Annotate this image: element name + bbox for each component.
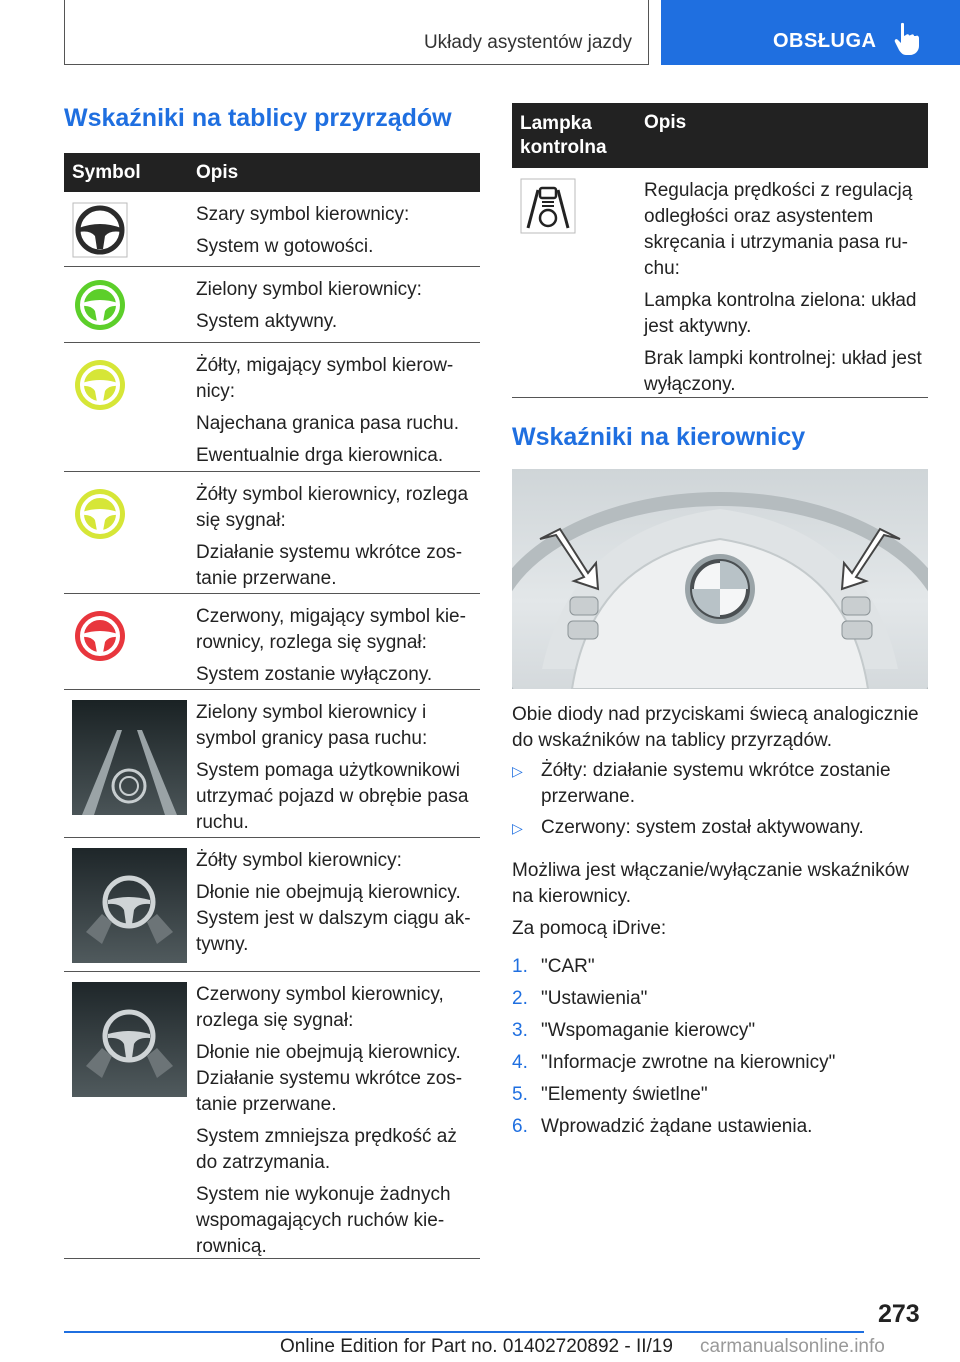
bullet-marker-icon: ▷ <box>512 763 523 779</box>
row-line: System w gotowości. <box>196 236 374 257</box>
row-line: Ewentualnie drga kierownica. <box>196 445 444 466</box>
step-text: "Ustawienia" <box>541 988 648 1009</box>
row-line: Żółty, migający symbol kierow-nicy: <box>196 355 454 402</box>
table-row <box>64 472 480 594</box>
step-text: Wprowadzić żądane ustawienia. <box>541 1116 813 1137</box>
row-line: Szary symbol kierownicy: <box>196 204 410 225</box>
col-desc-header: Opis <box>644 112 687 133</box>
list-item <box>512 1018 928 1044</box>
list-item <box>512 758 928 810</box>
indicator-table-left <box>64 153 480 1259</box>
row-line: Dłonie nie obejmują kierownicy. Działanie systemu wkrótce zos-tanie przerwane. <box>196 1042 463 1115</box>
steering-wheel-photo <box>512 469 928 689</box>
list-item <box>512 1082 928 1108</box>
step-number: 4. <box>512 1052 528 1073</box>
hands-off-yellow-icon <box>72 848 187 968</box>
table-row <box>512 168 928 398</box>
row-line: Czerwony, migający symbol kie-rownicy, rozlega się sygnał: <box>196 606 466 653</box>
list-item <box>512 1114 928 1140</box>
pointing-hand-icon <box>893 22 921 56</box>
intro-paragraph: Obie diody nad przyciskami świecą analogicznie do wskaźników na tablicy przyrządów. <box>512 704 919 751</box>
heading-instrument-cluster-indicators: Wskaźniki na tablicy przyrządów <box>64 104 452 132</box>
page-number: 273 <box>878 1300 920 1328</box>
lane-display-green-icon <box>72 700 187 820</box>
row-line: Zielony symbol kierownicy i symbol granicy pasa ruchu: <box>196 702 428 749</box>
speed-distance-steering-assistant-icon <box>520 178 576 239</box>
step-text: "CAR" <box>541 956 595 977</box>
row-line: Czerwony symbol kierownicy, rozlega się sygnał: <box>196 984 444 1031</box>
steering-wheel-red-icon <box>72 608 128 669</box>
bullet-text: Żółty: działanie systemu wkrótce zostanie przerwane. <box>541 760 891 807</box>
row-line: Dłonie nie obejmują kierownicy. System jest w dalszym ciągu ak-tywny. <box>196 882 471 955</box>
hands-off-red-icon <box>72 982 187 1102</box>
step-number: 6. <box>512 1116 528 1137</box>
table-row <box>64 972 480 1259</box>
step-number: 3. <box>512 1020 528 1041</box>
row-line: System aktywny. <box>196 311 338 332</box>
steering-wheel-green-icon <box>72 277 128 338</box>
paragraph: Możliwa jest włączanie/wyłączanie wskaźników na kierownicy. <box>512 860 910 907</box>
row-line: Najechana granica pasa ruchu. <box>196 413 460 434</box>
row-line: Regulacja prędkości z regulacją odległości oraz asystentem skręcania i utrzymania pasa ru-chu: <box>644 180 913 279</box>
row-line: Zielony symbol kierownicy: <box>196 279 422 300</box>
paragraph: Za pomocą iDrive: <box>512 918 667 939</box>
table-header <box>512 103 928 168</box>
steering-wheel-yellow-icon <box>72 486 128 547</box>
indicator-table-right <box>512 103 928 398</box>
list-item <box>512 815 928 841</box>
step-text: "Elementy świetlne" <box>541 1084 708 1105</box>
table-row <box>64 192 480 267</box>
col-symbol-header: Lampka kontrolna <box>520 113 607 158</box>
bullet-marker-icon: ▷ <box>512 820 523 836</box>
steering-wheel-gray-icon <box>72 202 128 263</box>
table-row <box>64 267 480 343</box>
step-text: "Informacje zwrotne na kierownicy" <box>541 1052 836 1073</box>
row-line: Działanie systemu wkrótce zos-tanie przerwane. <box>196 542 463 589</box>
section-title: Układy asystentów jazdy <box>423 32 632 53</box>
header-section-box <box>64 0 649 65</box>
heading-steering-wheel-indicators: Wskaźniki na kierownicy <box>512 423 806 451</box>
step-number: 2. <box>512 988 528 1009</box>
step-number: 1. <box>512 956 528 977</box>
list-item <box>512 986 928 1012</box>
step-number: 5. <box>512 1084 528 1105</box>
row-line: System nie wykonuje żadnych wspomagających ruchów kie-rownicą. <box>196 1184 451 1257</box>
row-line: Brak lampki kontrolnej: układ jest wyłączony. <box>644 348 922 395</box>
bullet-text: Czerwony: system został aktywowany. <box>541 817 864 838</box>
table-row <box>64 690 480 838</box>
watermark: carmanualsonline.info <box>700 1336 885 1357</box>
row-line: System zmniejsza prędkość aż do zatrzymania. <box>196 1126 457 1173</box>
row-line: Żółty symbol kierownicy, rozlega się sygnał: <box>196 484 469 531</box>
step-text: "Wspomaganie kierowcy" <box>541 1020 756 1041</box>
steering-wheel-yellow-flashing-icon <box>72 357 128 418</box>
table-row <box>64 343 480 472</box>
table-header <box>64 153 480 192</box>
list-item <box>512 954 928 980</box>
list-item <box>512 1050 928 1076</box>
row-line: System zostanie wyłączony. <box>196 664 433 685</box>
row-line: System pomaga użytkownikowi utrzymać pojazd w obrębie pasa ruchu. <box>196 760 469 833</box>
footer-divider <box>64 1331 864 1333</box>
table-row <box>64 838 480 972</box>
row-line: Żółty symbol kierownicy: <box>196 850 402 871</box>
chapter-tab[interactable] <box>661 0 960 65</box>
table-row <box>64 594 480 690</box>
col-desc-header: Opis <box>196 162 239 183</box>
row-line: Lampka kontrolna zielona: układ jest aktywny. <box>644 290 917 337</box>
col-symbol-header: Symbol <box>72 162 141 183</box>
chapter-title: OBSŁUGA <box>773 30 877 52</box>
edition-note: Online Edition for Part no. 01402720892 - II/19 <box>280 1336 673 1357</box>
